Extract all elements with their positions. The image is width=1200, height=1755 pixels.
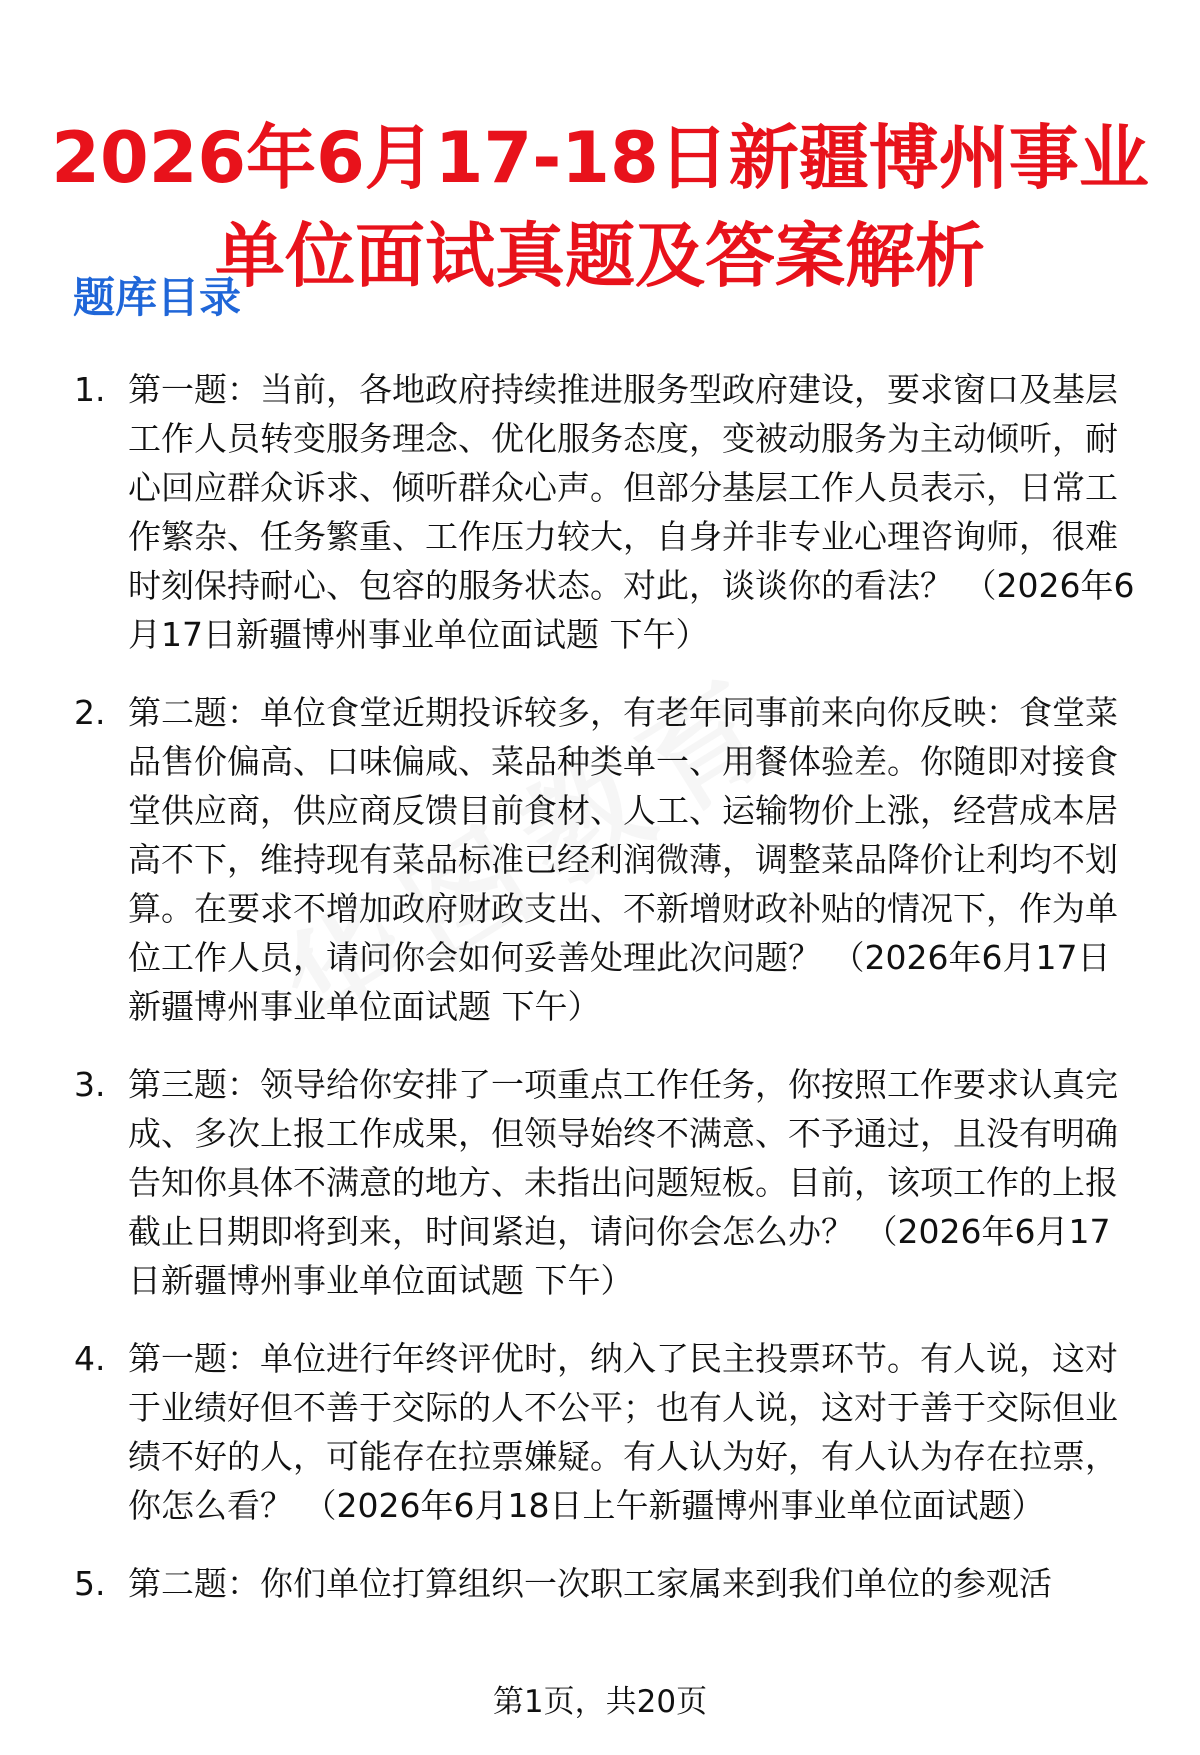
list-item-text: 第一题：单位进行年终评优时，纳入了民主投票环节。有人说，这对于业绩好但不善于交际的人不公平；也有人说，这对于善于交际但业绩不好的人，可能存在拉票嫌疑。有人认为好，有人认为存在拉票，你怎么看？ （2026年6月18日上午新疆博州事业单位面试题） [128, 1339, 1118, 1525]
page-footer: 第1页，共20页 [492, 1684, 708, 1720]
document-title: 2026年6月17-18日新疆博州事业单位面试真题及答案解析 [51, 116, 1149, 297]
list-item-number: 4. [74, 1339, 106, 1378]
list-item-number: 2. [74, 693, 106, 732]
question-list [70, 365, 1140, 1637]
list-item-number: 5. [74, 1564, 106, 1603]
list-item-text: 第三题：领导给你安排了一项重点工作任务，你按照工作要求认真完成、多次上报工作成果，但领导始终不满意、不予通过，且没有明确告知你具体不满意的地方、未指出问题短板。目前，该项工作的上报截止日期即将到来，时间紧迫，请问你会怎么办？ （2026年6月17日新疆博州事业单位面试题 下午） [128, 1065, 1118, 1300]
list-item-number: 3. [74, 1065, 106, 1104]
list-item-text: 第一题：当前，各地政府持续推进服务型政府建设，要求窗口及基层工作人员转变服务理念、优化服务态度，变被动服务为主动倾听，耐心回应群众诉求、倾听群众心声。但部分基层工作人员表示，日常工作繁杂、任务繁重、工作压力较大，自身并非专业心理咨询师，很难时刻保持耐心、包容的服务状态。对此，谈谈你的看法？ （2026年6月17日新疆博州事业单位面试题 下午） [128, 370, 1135, 654]
list-item [70, 1559, 1140, 1608]
list-item-text: 第二题：你们单位打算组织一次职工家属来到我们单位的参观活 [128, 1564, 1052, 1603]
list-item-text: 第二题：单位食堂近期投诉较多，有老年同事前来向你反映：食堂菜品售价偏高、口味偏咸、菜品种类单一、用餐体验差。你随即对接食堂供应商，供应商反馈目前食材、人工、运输物价上涨，经营成本居高不下，维持现有菜品标准已经利润微薄，调整菜品降价让利均不划算。在要求不增加政府财政支出、不新增财政补贴的情况下，作为单位工作人员，请问你会如何妥善处理此次问题？ （2026年6月17日新疆博州事业单位面试题 下午） [128, 693, 1118, 1026]
list-item [70, 688, 1140, 1031]
list-item-number: 1. [74, 370, 106, 409]
list-item [70, 1334, 1140, 1530]
list-item [70, 365, 1140, 659]
list-item [70, 1060, 1140, 1305]
section-heading: 题库目录 [73, 273, 242, 322]
